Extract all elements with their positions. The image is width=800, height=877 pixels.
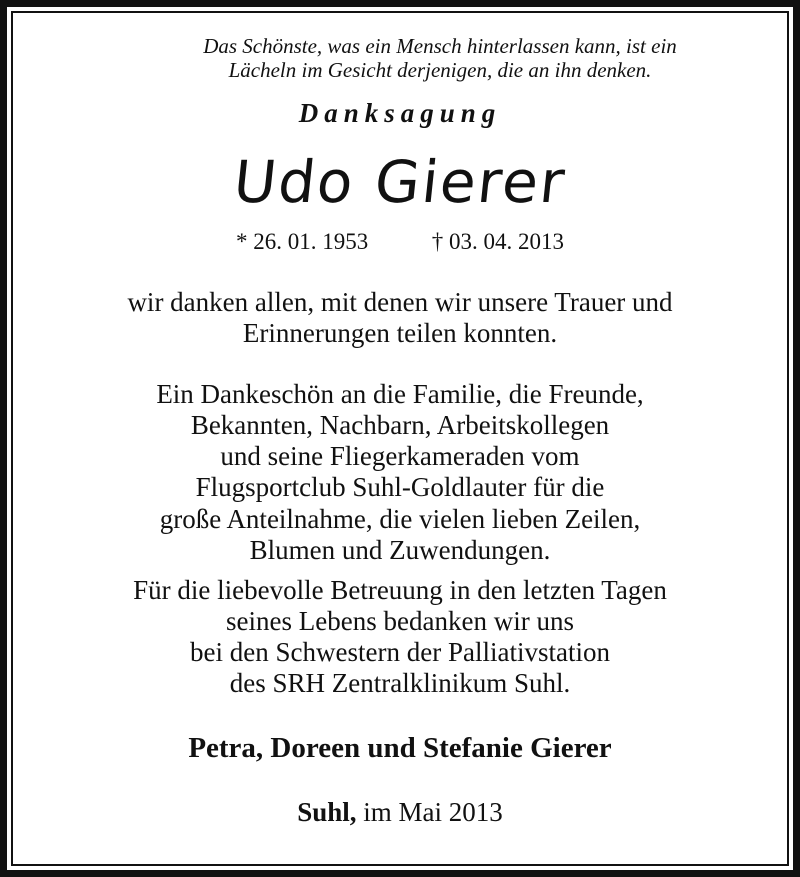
paragraph2-line-2: Bekannten, Nachbarn, Arbeitskollegen: [190, 410, 610, 440]
signers: Petra, Doreen und Stefanie Gierer: [188, 732, 612, 764]
place-date: [0, 797, 800, 828]
deceased-name: Udo Gierer: [230, 148, 570, 216]
paragraph3-line-1: Für die liebevolle Betreuung in den letzten Tagen: [133, 575, 667, 605]
heading: Danksagung: [298, 98, 502, 128]
place-city: Suhl,: [297, 797, 357, 827]
paragraph2-line-6: Blumen und Zuwendungen.: [249, 535, 551, 565]
motto-line-1: Das Schönste, was ein Mensch hinterlassen kann, ist ein: [203, 34, 677, 58]
birth-date: * 26. 01. 1953: [236, 229, 369, 254]
paragraph2-line-1: Ein Dankeschön an die Familie, die Freunde,: [156, 379, 644, 409]
motto-line-2: Lächeln im Gesicht derjenigen, die an ihn denken.: [228, 58, 652, 82]
paragraph1-line-1: wir danken allen, mit denen wir unsere Trauer und: [127, 287, 673, 317]
paragraph3-line-3: bei den Schwestern der Palliativstation: [190, 637, 610, 667]
paragraph3-line-4: des SRH Zentralklinikum Suhl.: [229, 668, 571, 698]
dates-row: [0, 229, 800, 255]
paragraph2-line-4: Flugsportclub Suhl-Goldlauter für die: [195, 472, 605, 502]
death-date: † 03. 04. 2013: [431, 229, 564, 254]
paragraph1-line-2: Erinnerungen teilen konnten.: [242, 318, 558, 348]
paragraph2-line-3: und seine Fliegerkameraden vom: [220, 441, 580, 471]
paragraph2-line-5: große Anteilnahme, die vielen lieben Zeilen,: [159, 504, 641, 534]
paragraph3-line-2: seines Lebens bedanken wir uns: [226, 606, 574, 636]
place-date-text: im Mai 2013: [363, 797, 503, 827]
